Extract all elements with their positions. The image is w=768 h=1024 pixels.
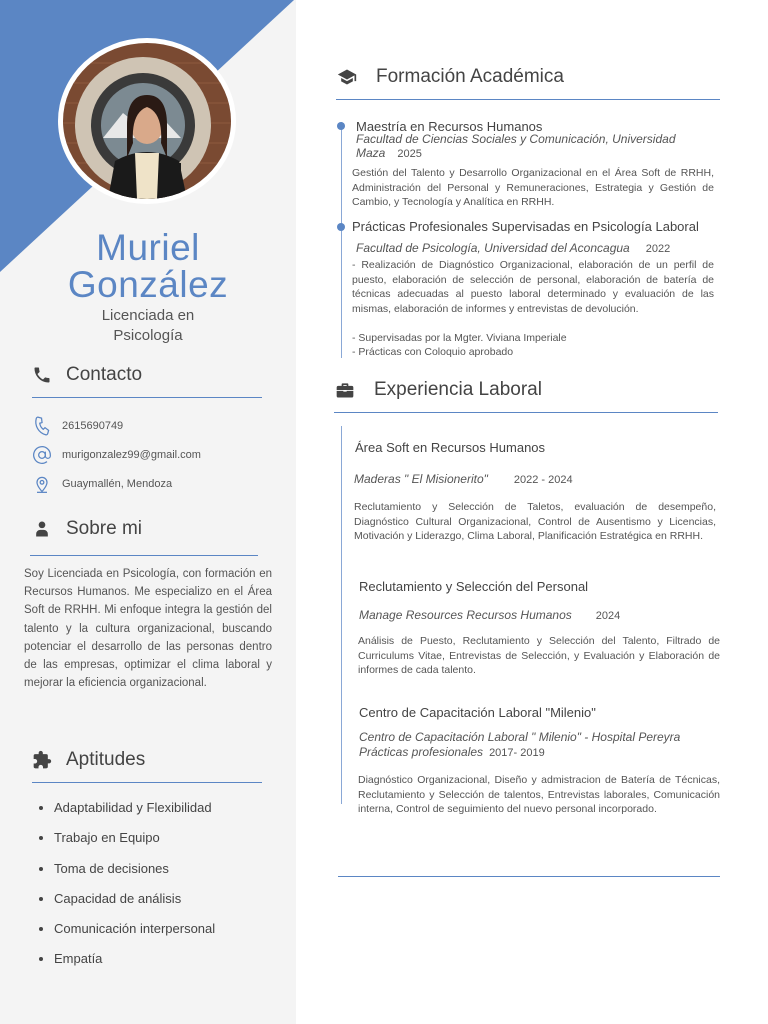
contact-title-text: Contacto xyxy=(66,364,143,385)
puzzle-icon xyxy=(32,750,52,770)
experience-entry-company xyxy=(354,472,573,487)
education-section-title xyxy=(336,66,564,88)
about-divider xyxy=(30,555,258,556)
education-timeline xyxy=(341,122,342,358)
institution-name: Facultad de Psicología, Universidad del Aconcagua xyxy=(356,241,630,255)
graduation-cap-icon xyxy=(336,67,358,87)
company-name: Maderas " El Misionerito" xyxy=(354,472,488,486)
contact-divider xyxy=(32,397,262,398)
sidebar xyxy=(0,0,296,1024)
skill-item: • Capacidad de análisis xyxy=(54,887,215,917)
experience-entry-description: Análisis de Puesto, Reclutamiento y Selección del Talento, Filtrado de Curriculums Vitae, Entrevistas de Selección, y Evaluación y Elaboración de informes de cada talento. xyxy=(358,635,720,677)
institution-name: Facultad de Ciencias Sociales y Comunicación, Universidad Maza xyxy=(356,132,676,160)
experience-entry-years: 2017- 2019 xyxy=(489,747,545,759)
contact-location: Guaymallén, Mendoza xyxy=(62,478,173,490)
education-entry-year: 2025 xyxy=(397,148,422,160)
profession-line-1: Licenciada en xyxy=(101,307,195,324)
company-name: Manage Resources Recursos Humanos xyxy=(359,608,572,622)
about-text: Soy Licenciada en Psicología, con formación en Recursos Humanos. Me especializo en el Área Soft de RRHH. Mi enfoque integra la gestión del talento y la cultura organizacional, buscando potenciar el desarrollo de las personas dentro de las empresas, optimizar el clima laboral y mejorar la eficiencia organizacional. xyxy=(24,568,272,690)
contact-phone[interactable]: 2615690749 xyxy=(62,420,124,432)
experience-title-text: Experiencia Laboral xyxy=(374,379,542,400)
location-pin-icon xyxy=(32,474,52,494)
education-entry-description: Gestión del Talento y Desarrollo Organizacional en el Área Soft de RRHH, Administración del Personal y Remuneraciones, Estrategia y Gestión de Cambio, y Tecnología y Analítica en RRHH. xyxy=(352,167,714,209)
experience-divider xyxy=(334,412,718,413)
contact-email[interactable]: murigonzalez99@gmail.com xyxy=(62,449,201,461)
experience-entry-company xyxy=(359,608,620,623)
skill-item: • Trabajo en Equipo xyxy=(54,826,215,856)
education-entry-description: - Realización de Diagnóstico Organizacional, elaboración de un perfil de puesto, elaboración de selección de personal, elaboración de batería de técnicas adecuadas al puesto laboral determinado y evaluación de las mismas, elaboración de informes y entrevistas de devolución. xyxy=(352,259,714,315)
profession-line-2: Psicología xyxy=(113,327,183,344)
briefcase-icon xyxy=(334,380,356,400)
education-entry-title: Prácticas Profesionales Supervisadas en Psicología Laboral xyxy=(352,219,699,234)
company-role: Prácticas profesionales xyxy=(359,745,484,759)
user-icon xyxy=(32,519,52,539)
contact-location-row xyxy=(32,474,172,494)
experience-entry-company xyxy=(359,745,545,760)
experience-entry-years: 2022 - 2024 xyxy=(513,474,573,486)
skill-item: • Adaptabilidad y Flexibilidad xyxy=(54,796,215,826)
name-last: González xyxy=(67,264,229,305)
experience-entry-description: Reclutamiento y Selección de Taletos, evaluación de desempeño, Diagnóstico Cultural Organizacional, Control de Ausentismo y Licencias, Motivación y Liderazgo, Clima Laboral, Planificación Estratégica en RRHH. xyxy=(354,501,716,543)
skills-section-title xyxy=(32,749,145,771)
footer-divider xyxy=(338,876,720,877)
skill-item: • Comunicación interpersonal xyxy=(54,917,215,947)
experience-entry-company: Centro de Capacitación Laboral " Milenio" - Hospital Pereyra xyxy=(359,730,681,744)
experience-entry-title: Centro de Capacitación Laboral "Milenio" xyxy=(359,705,596,720)
about-title-text: Sobre mi xyxy=(66,518,143,539)
education-entry-year: 2022 xyxy=(645,243,671,255)
skill-item: • Empatía xyxy=(54,947,215,977)
skills-list xyxy=(24,796,215,978)
contact-section-title xyxy=(32,364,142,386)
phone-icon xyxy=(32,365,52,385)
name-first: Muriel xyxy=(96,227,200,268)
experience-section-title xyxy=(334,379,542,401)
at-sign-icon xyxy=(32,445,52,465)
education-entry-institution xyxy=(356,132,720,161)
skills-divider xyxy=(32,782,262,783)
education-entry-institution xyxy=(356,241,670,256)
education-divider xyxy=(336,99,720,100)
skills-title-text: Aptitudes xyxy=(66,749,146,770)
education-entry-title: Maestría en Recursos Humanos xyxy=(356,119,543,134)
experience-entry-description: Diagnóstico Organizacional, Diseño y admistracion de Batería de Técnicas, Reclutamiento y Selección de talentos, Entrevistas laborales, Comunicación interna, Control de seguimiento del nuevo personal incorporado. xyxy=(358,774,720,816)
education-entry-note: - Supervisadas por la Mgter. Viviana Imperiale xyxy=(352,332,567,344)
experience-timeline xyxy=(341,426,342,804)
experience-entry-title: Reclutamiento y Selección del Personal xyxy=(359,579,589,594)
profession-title xyxy=(0,306,296,346)
timeline-dot xyxy=(337,223,345,231)
profile-photo xyxy=(58,38,236,204)
timeline-dot xyxy=(337,122,345,130)
education-title-text: Formación Académica xyxy=(376,66,564,87)
contact-email-row xyxy=(32,445,201,465)
contact-phone-row xyxy=(32,416,123,436)
about-section-title xyxy=(32,518,142,540)
skill-item: • Toma de decisiones xyxy=(54,857,215,887)
education-entry-note: - Prácticas con Coloquio aprobado xyxy=(352,346,514,358)
experience-entry-title: Área Soft en Recursos Humanos xyxy=(355,440,546,455)
experience-entry-years: 2024 xyxy=(595,610,621,622)
phone-outline-icon xyxy=(32,416,52,436)
